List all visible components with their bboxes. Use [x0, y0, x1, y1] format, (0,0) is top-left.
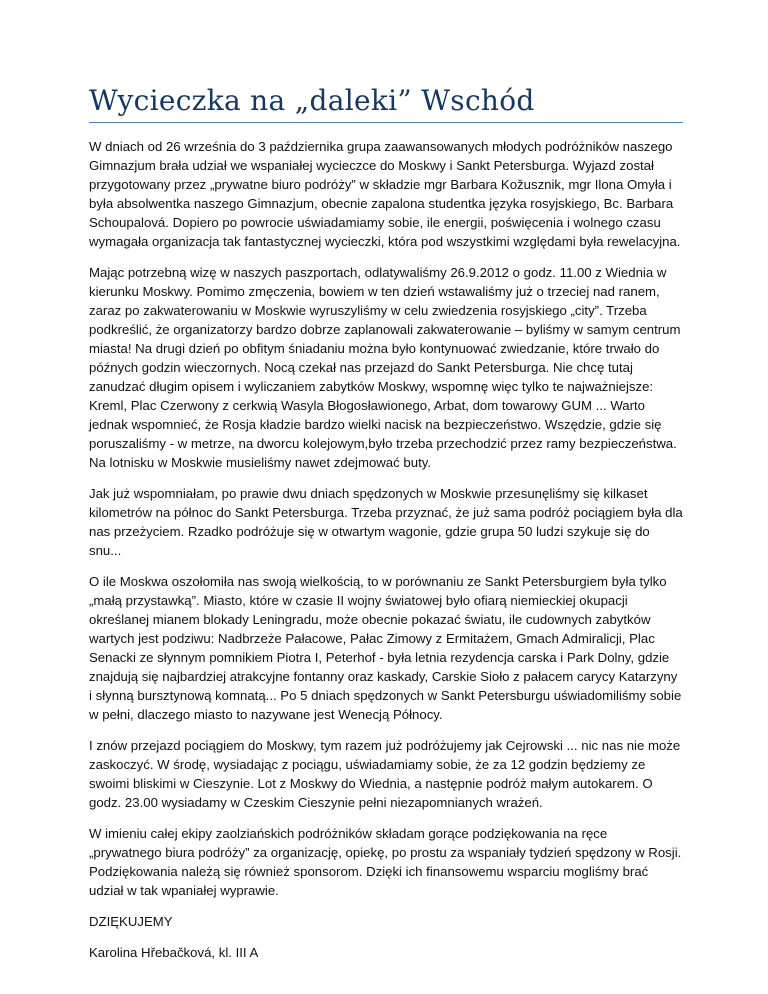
author-signature: Karolina Hřebačková, kl. III A: [89, 945, 259, 960]
paragraph-train: Jak już wspomniałam, po prawie dwu dniach spędzonych w Moskwie przesunęliśmy się kilkaset kilometrów na północ do Sankt Petersburga. Trzeba przyznać, że już sama podróż pociągiem była dla nas przeżyciem. Rzadko podróżuje się w otwartym wagonie, gdzie grupa 50 ludzi szykuje się do snu...: [89, 486, 683, 558]
paragraph-thanks: W imieniu całej ekipy zaolziańskich podróżników składam gorące podziękowania na ręce „prywatnego biura podróży” za organizację, opiekę, po prostu za wspaniały tydzień spędzony w Rosji. Podziękowania należą się również sponsorom. Dzięki ich finansowemu wsparciu mogliśmy brać udział w tak wpaniałej wyprawie.: [89, 826, 682, 898]
document-page: [89, 84, 683, 974]
paragraph-petersburg: O ile Moskwa oszołomiła nas swoją wielkością, to w porównaniu ze Sankt Petersburgiem była tylko „małą przystawką”. Miasto, które w czasie II wojny światowej było ofiarą niemieckiej okupacji określanej mianem blokady Leningradu, może obecnie pokazać światu, ile cudownych zabytków wartych jest podziwu: Nadbrzeże Pałacowe, Pałac Zimowy z Ermitażem, Gmach Admiralicji, Plac Senacki ze słynnym pomnikiem Piotra I, Peterhof - była letnia rezydencja carska i Park Dolny, gdzie znajdują się najbardziej atrakcyjne fontanny oraz kaskady, Carskie Sioło z pałacem carycy Katarzyny i słynną bursztynową komnatą... Po 5 dniach spędzonych w Sankt Petersburgu uświadomiliśmy sobie w pełni, dlaczego miasto to nazywane jest Wenecją Północy.: [89, 574, 682, 722]
document-title: Wycieczka na „daleki” Wschód: [89, 84, 535, 117]
paragraph-closing: DZIĘKUJEMY: [89, 914, 173, 929]
paragraph-moscow: Mając potrzebną wizę w naszych paszportach, odlatywaliśmy 26.9.2012 o godz. 11.00 z Wiednia w kierunku Moskwy. Pomimo zmęczenia, bowiem w ten dzień wstawaliśmy już o trzeciej nad ranem, zaraz po zakwaterowaniu w Moskwie wyruszyliśmy w celu zwiedzenia rosyjskiego „city”. Trzeba podkreślić, że organizatorzy bardzo dobrze zaplanowali zakwaterowanie – byliśmy w samym centrum miasta! Na drugi dzień po obfitym śniadaniu można było kontynuować zwiedzanie, które trwało do późnych godzin wieczornych. Nocą czekał nas przejazd do Sankt Petersburga. Nie chcę tutaj zanudzać długim opisem i wyliczaniem zabytków Moskwy, wspomnę więc tylko te najważniejsze: Kreml, Plac Czerwony z cerkwią Wasyla Błogosławionego, Arbat, dom towarowy GUM ... Warto jednak wspomnieć, że Rosja kładzie bardzo wielki nacisk na bezpieczeństwo. Wszędzie, gdzie się poruszaliśmy - w metrze, na dworcu kolejowym,było trzeba przechodzić przez ramy bezpieczeństwa. Na lotnisku w Moskwie musieliśmy nawet zdejmować buty.: [89, 265, 681, 470]
paragraph-intro: W dniach od 26 września do 3 października grupa zaawansowanych młodych podróżników naszego Gimnazjum brała udział we wspaniałej wycieczce do Moskwy i Sankt Petersburga. Wyjazd został przygotowany przez „prywatne biuro podróży” w składzie mgr Barbara Kožusznik, mgr Ilona Omyła i była absolwentka naszego Gimnazjum, obecnie zapalona studentka języka rosyjskiego, Bc. Barbara Schoupalová. Dopiero po powrocie uświadamiamy sobie, ile energii, poświęcenia i wolnego czasu wymagała organizacja tak fantastycznej wycieczki, która pod wszystkimi względami była rewelacyjna.: [89, 139, 681, 249]
paragraph-return: I znów przejazd pociągiem do Moskwy, tym razem już podróżujemy jak Cejrowski ... nic nas nie może zaskoczyć. W środę, wysiadając z pociągu, uświadamiamy sobie, że za 12 godzin będziemy ze swoimi bliskimi w Cieszynie. Lot z Moskwy do Wiednia, a następnie podróż małym autokarem. O godz. 23.00 wysiadamy w Czeskim Cieszynie pełni niezapomnianych wrażeń.: [89, 738, 681, 810]
title-underline: [89, 122, 683, 123]
